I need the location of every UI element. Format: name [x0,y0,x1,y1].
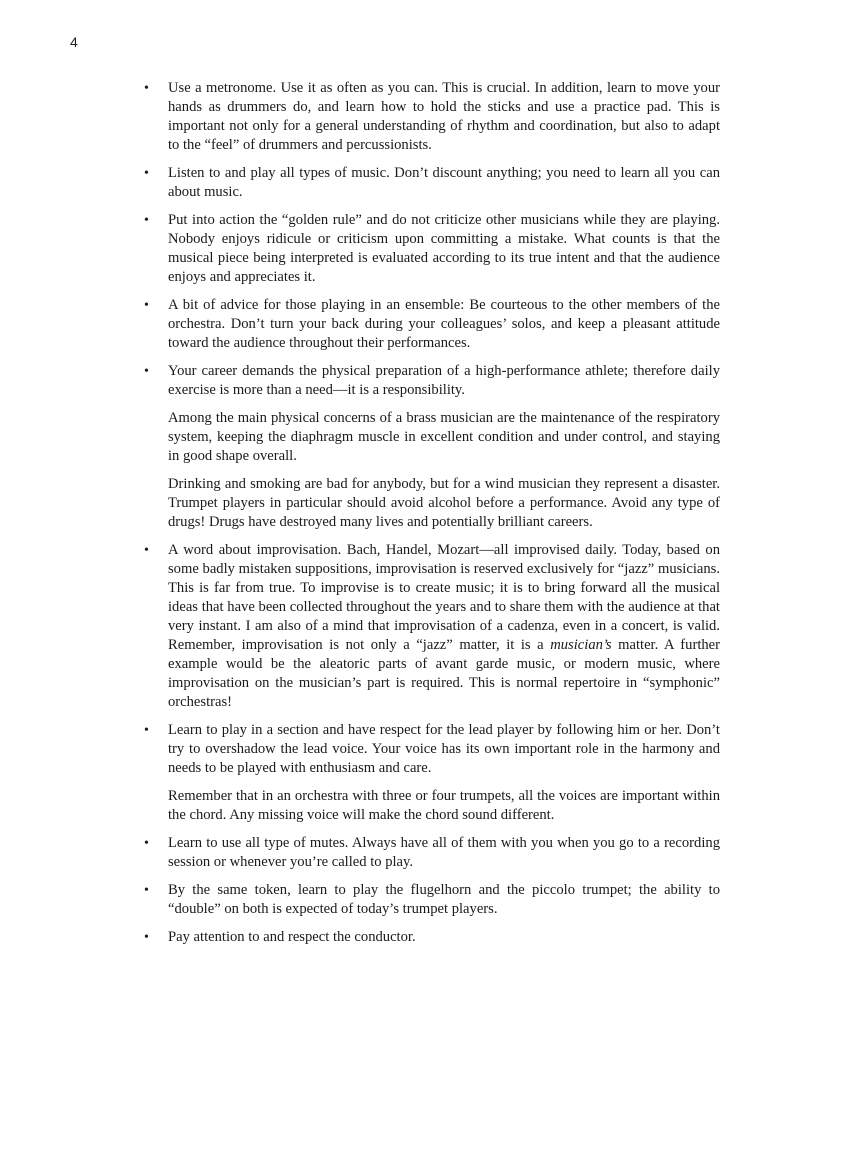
paragraph: Listen to and play all types of music. Don’t discount anything; you need to learn all you can about music. [168,165,720,200]
bullet-icon: • [144,543,149,558]
list-item [142,881,720,919]
paragraph: Remember that in an orchestra with three or four trumpets, all the voices are important within the chord. Any missing voice will make the chord sound different. [168,788,720,823]
paragraph: A bit of advice for those playing in an ensemble: Be courteous to the other members of the orchestra. Don’t turn your back during your colleagues’ solos, and keep a pleasant attitude toward the audience throughout their performances. [168,297,720,351]
bullet-icon: • [144,166,149,181]
paragraph-text: A word about improvisation. Bach, Handel, Mozart—all improvised daily. Today, based on some badly mistaken suppositions, improvisation is reserved exclusively for “jazz” musicians. This is far from true. To improvise is to create music; it is to bring forward all the musical ideas that have been collected throughout the years and to share them with the audience at that very instant. I am also of a mind that improvisation of a cadenza, even in a concert, is valid. Remember, improvisation is not only a “jazz” matter, it is a [168,542,720,653]
bullet-icon: • [144,723,149,738]
main-content [142,79,720,956]
list-item [142,164,720,202]
emphasis-text: musician’s [550,637,612,653]
paragraph [168,541,720,712]
paragraph: Use a metronome. Use it as often as you can. This is crucial. In addition, learn to move your hands as drummers do, and learn how to hold the sticks and use a practice pad. This is important not only for a general understanding of rhythm and coordination, but also to adapt to the “feel” of drummers and percussionists. [168,80,720,153]
paragraph: Pay attention to and respect the conductor. [168,929,416,945]
paragraph: Your career demands the physical preparation of a high-performance athlete; therefore daily exercise is more than a need—it is a responsibility. [168,363,720,398]
bullet-icon: • [144,298,149,313]
paragraph-text: matter. A further example would be the aleatoric parts of avant garde music, or modern music, where improvisation on the musician’s part is required. This is normal repertoire in “symphonic” orchestras! [168,637,721,710]
list-item [142,296,720,353]
paragraph: Learn to play in a section and have respect for the lead player by following him or her. Don’t try to overshadow the lead voice. Your voice has its own important role in the harmony and needs to be played with enthusiasm and care. [168,722,720,776]
list-item [142,79,720,155]
list-item [142,928,720,947]
bullet-icon: • [144,883,149,898]
page-number: 4 [70,34,78,50]
list-item [142,362,720,532]
paragraph: By the same token, learn to play the flugelhorn and the piccolo trumpet; the ability to “double” on both is expected of today’s trumpet players. [168,882,720,917]
bullet-icon: • [144,213,149,228]
paragraph: Put into action the “golden rule” and do not criticize other musicians while they are playing. Nobody enjoys ridicule or criticism upon committing a mistake. What counts is that the musical piece being interpreted is evaluated according to its true intent and that the audience enjoys and appreciates it. [168,212,720,285]
bullet-icon: • [144,364,149,379]
list-item [142,721,720,825]
paragraph: Drinking and smoking are bad for anybody, but for a wind musician they represent a disaster. Trumpet players in particular should avoid alcohol before a performance. Avoid any type of drugs! Drugs have destroyed many lives and potentially brilliant careers. [168,476,720,530]
list-item [142,541,720,712]
advice-list [142,79,720,947]
paragraph: Among the main physical concerns of a brass musician are the maintenance of the respiratory system, keeping the diaphragm muscle in excellent condition and under control, and staying in good shape overall. [168,410,720,464]
list-item [142,834,720,872]
bullet-icon: • [144,81,149,96]
bullet-icon: • [144,930,149,945]
bullet-icon: • [144,836,149,851]
list-item [142,211,720,287]
paragraph: Learn to use all type of mutes. Always have all of them with you when you go to a recording session or whenever you’re called to play. [168,835,720,870]
